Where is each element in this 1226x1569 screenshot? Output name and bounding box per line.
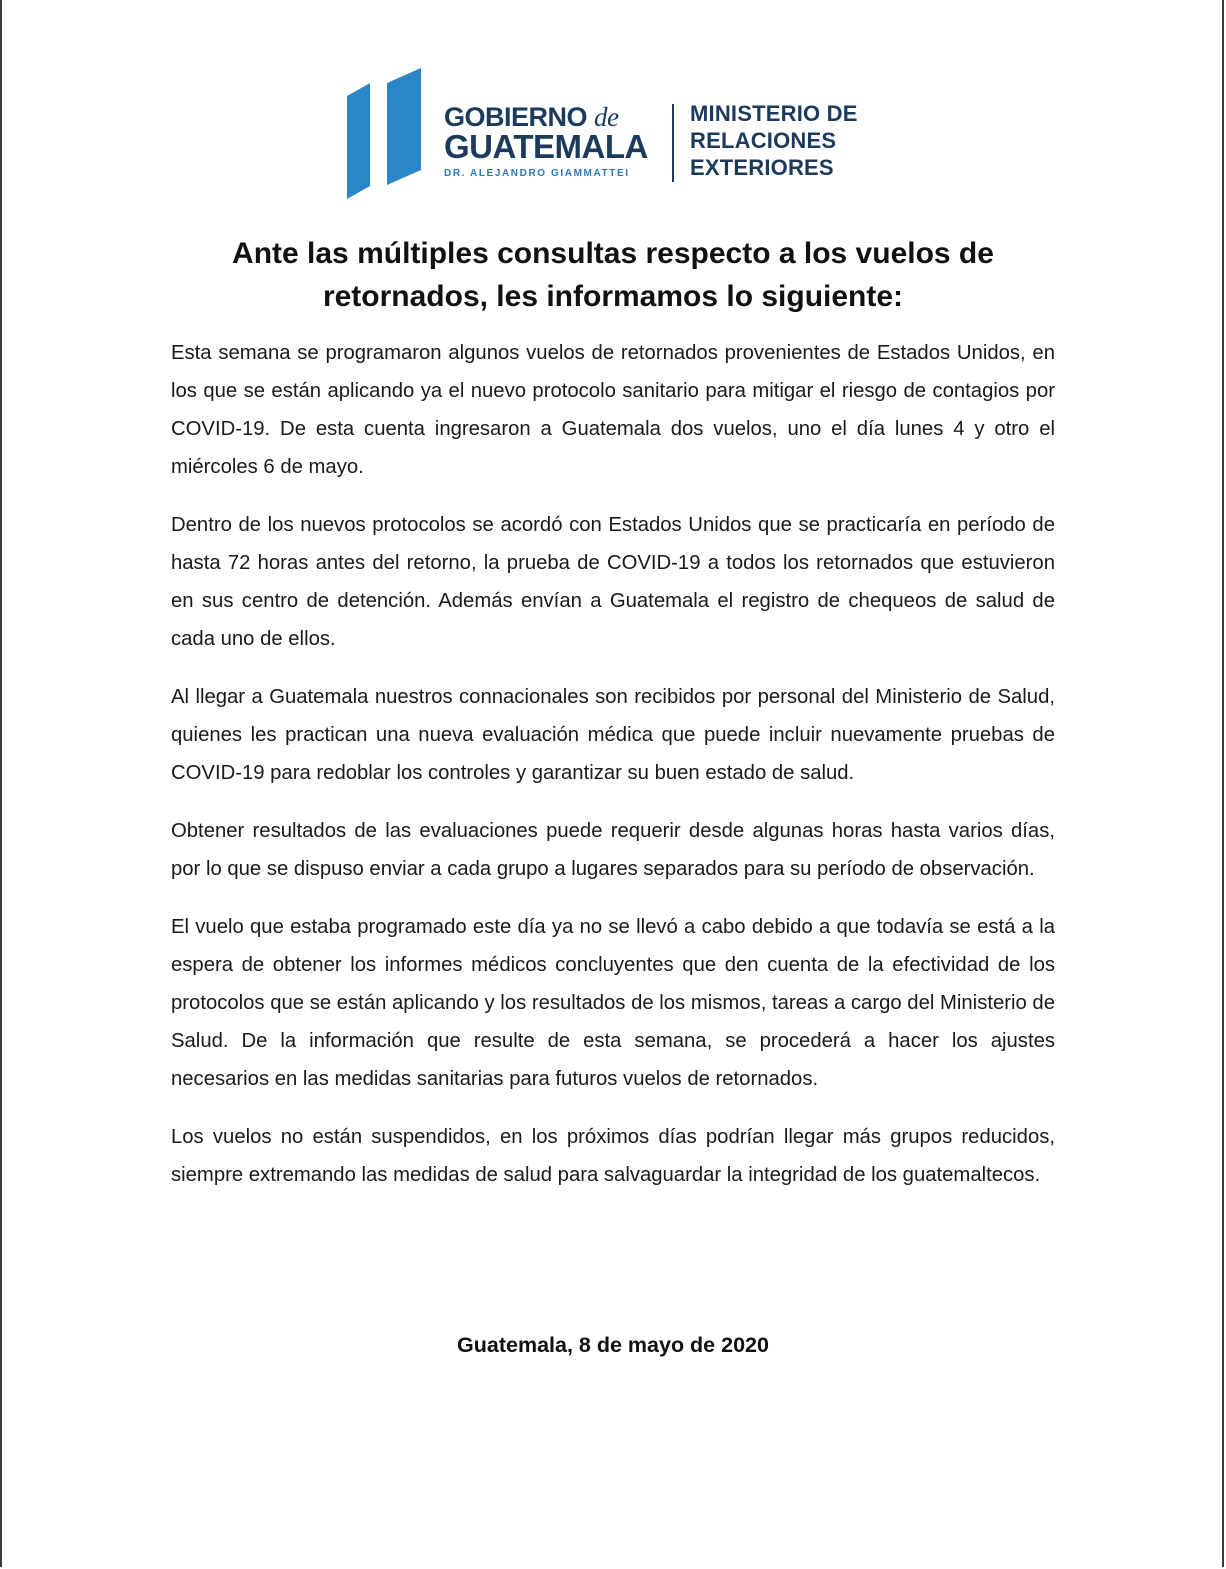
paragraph: Dentro de los nuevos protocolos se acordó con Estados Unidos que se practicaría en período de hasta 72 horas antes del retorno, la prueba de COVID-19 a todos los retornados que estuvieron en sus centro de detención. Además envían a Guatemala el registro de chequeos de salud de cada uno de ellos. (171, 514, 1055, 650)
paragraph: Los vuelos no están suspendidos, en los próximos días podrían llegar más grupos reducidos, siempre extremando las medidas de salud para salvaguardar la integridad de los guatemaltecos. (171, 1126, 1055, 1186)
de-word: de (594, 102, 619, 132)
ministry-line-2: RELACIONES (690, 128, 837, 153)
paragraph: El vuelo que estaba programado este día ya no se llevó a cabo debido a que todavía se está a la espera de obtener los informes médicos concluyentes que den cuenta de la efectividad de los protocolos que se están aplicando y los resultados de los mismos, tareas a cargo del Ministerio de Salud. De la información que resulte de esta semana, se procederá a hacer los ajustes necesarios en las medidas sanitarias para futuros vuelos de retornados. (171, 916, 1055, 1090)
paragraph: Obtener resultados de las evaluaciones puede requerir desde algunas horas hasta varios días, por lo que se dispuso enviar a cada grupo a lugares separados para su período de observación. (171, 820, 1055, 880)
paragraph: Al llegar a Guatemala nuestros connacionales son recibidos por personal del Ministerio de Salud, quienes les practican una nueva evaluación médica que puede incluir nuevamente pruebas de COVID-19 para redoblar los controles y garantizar su buen estado de salud. (171, 686, 1055, 784)
government-wordmark (444, 103, 659, 179)
gobierno-guatemala-mark-icon (344, 68, 424, 203)
logo-divider (672, 104, 674, 182)
ministry-line-3: EXTERIORES (690, 155, 834, 180)
paragraph: Esta semana se programaron algunos vuelos de retornados provenientes de Estados Unidos, en los que se están aplicando ya el nuevo protocolo sanitario para mitigar el riesgo de contagios por COVID-19. De esta cuenta ingresaron a Guatemala dos vuelos, uno el día lunes 4 y otro el miércoles 6 de mayo. (171, 342, 1055, 478)
ministry-line-1: MINISTERIO DE (690, 101, 858, 126)
president-name: DR. ALEJANDRO GIAMMATTEI (444, 168, 630, 179)
header-logo (344, 68, 904, 203)
document-body (171, 334, 1055, 1214)
ministry-name (690, 100, 858, 181)
document-title: Ante las múltiples consultas respecto a los vuelos de retornados, les informamos lo siguiente: (232, 237, 994, 313)
gobierno-de-line (444, 103, 659, 131)
guatemala-word: GUATEMALA (444, 128, 648, 165)
place-and-date: Guatemala, 8 de mayo de 2020 (457, 1333, 769, 1357)
gobierno-word: GOBIERNO (444, 102, 588, 132)
